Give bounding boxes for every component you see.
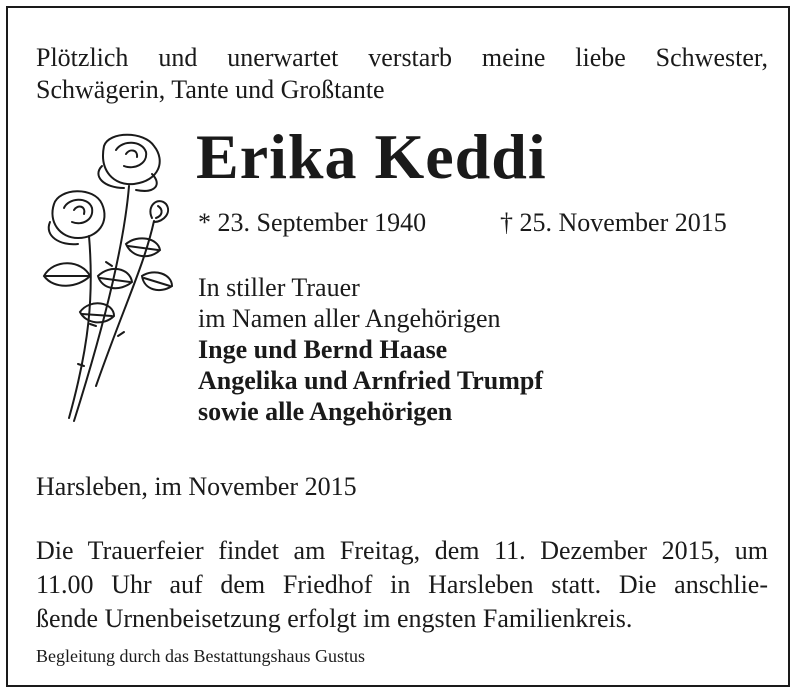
mourner-names: Angelika und Arnfried Trumpf (198, 366, 544, 395)
obituary-frame (6, 6, 790, 687)
birth-date: * 23. September 1940 (198, 208, 427, 237)
mourning-line-2: im Namen aller Angehörigen (198, 304, 501, 333)
intro-line-2: Schwägerin, Tante und Großtante (36, 75, 385, 104)
mourning-line-1: In stiller Trauer (198, 273, 360, 302)
intro-line-1: Plötzlich und unerwartet verstarb meine liebe Schwester, (36, 43, 768, 72)
death-date: † 25. November 2015 (500, 208, 727, 237)
mourner-names: Inge und Bernd Haase (198, 335, 448, 364)
ceremony-line-3: ßende Urnenbeisetzung erfolgt im engsten Familienkreis. (36, 604, 633, 633)
deceased-name: Erika Keddi (196, 121, 547, 192)
place-date: Harsleben, im November 2015 (36, 472, 357, 501)
funeral-home-note: Begleitung durch das Bestattungshaus Gustus (36, 646, 365, 666)
ceremony-line-2: 11.00 Uhr auf dem Friedhof in Harsleben statt. Die anschlie- (36, 570, 768, 599)
ceremony-line-1: Die Trauerfeier findet am Freitag, dem 11. Dezember 2015, um (36, 536, 768, 565)
rose-icon (34, 126, 184, 426)
mourner-names: sowie alle Angehörigen (198, 397, 453, 426)
